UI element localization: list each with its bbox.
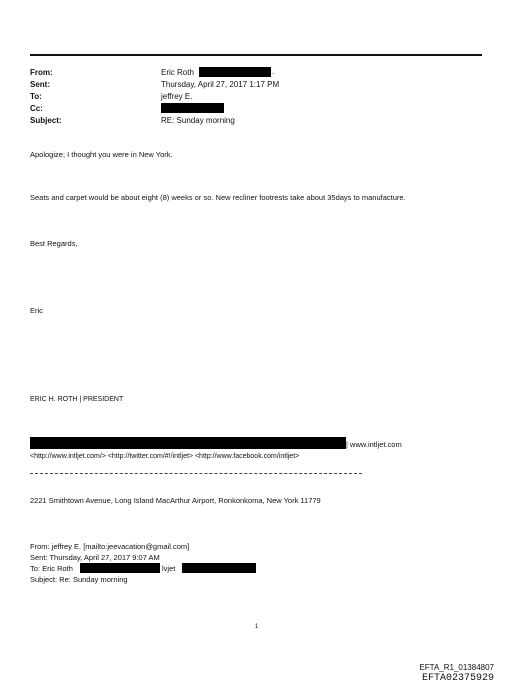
quoted-from: From: jeffrey E. [mailto:jeevacation@gmail.com] <box>30 542 190 551</box>
page-number: 1 <box>255 624 259 630</box>
bates-number-1: EFTA_R1_01384807 <box>419 663 494 672</box>
quoted-to-suffix: lvjet <box>162 564 176 573</box>
separator-line <box>30 473 362 474</box>
redaction-bar <box>199 67 271 77</box>
body-line-2: Seats and carpet would be about eight (8) weeks or so. New recliner footrests take about 35days to manufacture. <box>30 193 406 202</box>
from-value: Eric Roth <box>161 68 194 77</box>
bates-number-2: EFTA02375929 <box>421 673 494 684</box>
cc-label: Cc: <box>30 104 43 113</box>
redaction-bar <box>80 563 160 573</box>
redaction-bar <box>161 103 224 113</box>
header-rule <box>30 54 482 56</box>
sent-value: Thursday, April 27, 2017 1:17 PM <box>161 80 280 89</box>
quoted-subject: Subject: Re: Sunday morning <box>30 575 128 584</box>
signature-links: <http://www.intljet.com/> <http://twitter.com/#!/intljet> <http://www.facebook.com/intljet> <box>30 453 300 460</box>
body-line-1: Apologize; I thought you were in New York. <box>30 150 173 159</box>
quoted-to: To: Eric Roth <box>30 564 73 573</box>
signature-address: 2221 Smithtown Avenue, Long Island MacArthur Airport, Ronkonkoma, New York 11779 <box>30 496 321 505</box>
to-label: To: <box>30 92 42 101</box>
sent-label: Sent: <box>30 80 50 89</box>
from-label: From: <box>30 68 53 77</box>
quoted-sent: Sent: Thursday, April 27, 2017 9:07 AM <box>30 553 160 562</box>
redaction-bar <box>182 563 256 573</box>
to-value: jeffrey E. <box>161 92 193 101</box>
subject-value: RE: Sunday morning <box>161 116 235 125</box>
subject-label: Subject: <box>30 116 62 125</box>
from-suffix: . <box>272 67 275 76</box>
sender-name: Eric <box>30 306 43 315</box>
signature-website: | www.intljet.com <box>346 440 402 449</box>
redaction-bar <box>30 437 346 449</box>
signature-title: ERIC H. ROTH | PRESIDENT <box>30 396 124 403</box>
closing: Best Regards, <box>30 239 78 248</box>
